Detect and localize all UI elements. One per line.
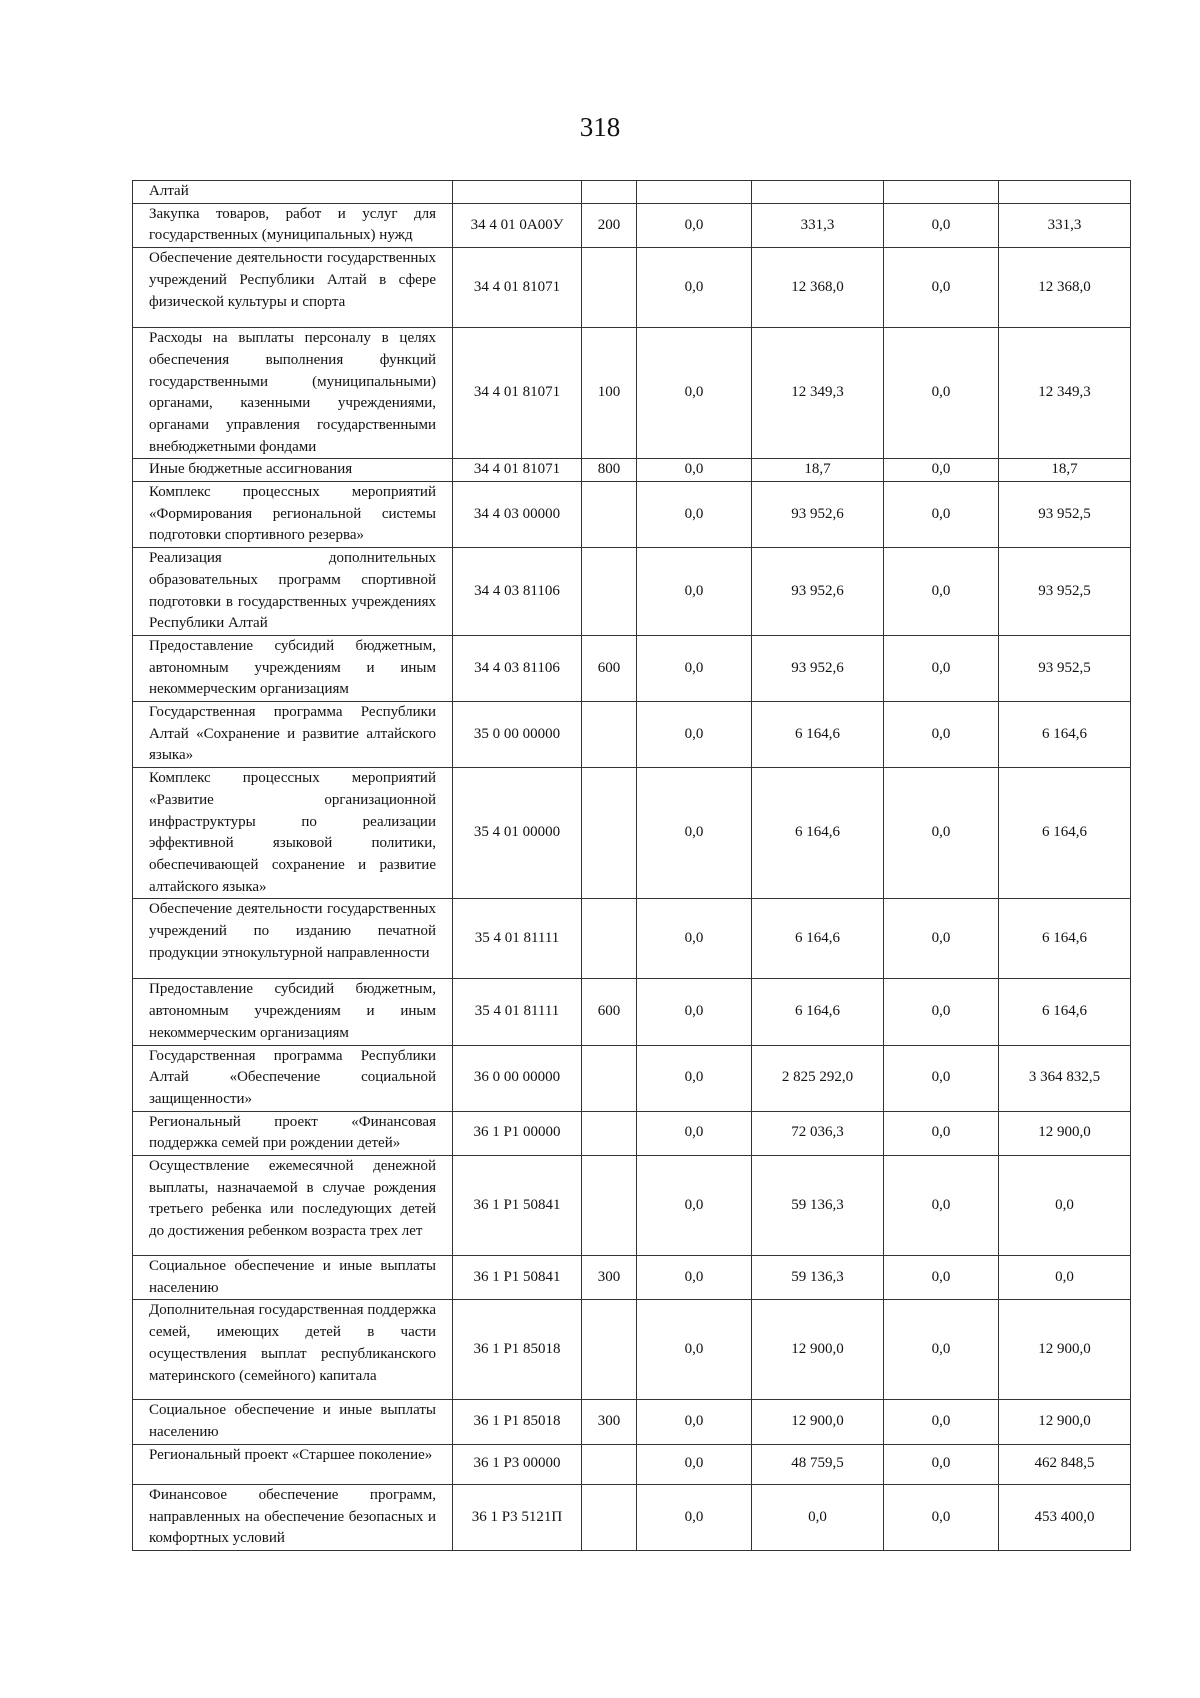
amount-col-4: 93 952,5 xyxy=(999,482,1131,548)
amount-col-3: 0,0 xyxy=(884,1300,999,1400)
amount-col-2: 72 036,3 xyxy=(752,1111,884,1155)
amount-col-3: 0,0 xyxy=(884,702,999,768)
amount-col-4: 6 164,6 xyxy=(999,702,1131,768)
budget-table xyxy=(132,180,1131,1551)
table-row xyxy=(133,1300,1131,1400)
item-code: 35 4 01 81111 xyxy=(453,979,582,1045)
amount-col-4: 331,3 xyxy=(999,203,1131,247)
amount-col-4: 12 349,3 xyxy=(999,328,1131,459)
item-code: 34 4 01 81071 xyxy=(453,328,582,459)
table-row xyxy=(133,979,1131,1045)
item-name: Дополнительная государственная поддержка семей, имеющих детей в части осуществления выплат республиканского материнского (семейного) капитала xyxy=(133,1300,453,1400)
amount-col-2: 93 952,6 xyxy=(752,548,884,636)
amount-col-1: 0,0 xyxy=(637,459,752,482)
item-name: Социальное обеспечение и иные выплаты населению xyxy=(133,1256,453,1300)
expense-type xyxy=(582,1444,637,1484)
amount-col-3 xyxy=(884,181,999,204)
table-row xyxy=(133,768,1131,899)
amount-col-2: 331,3 xyxy=(752,203,884,247)
table-row xyxy=(133,1444,1131,1484)
amount-col-2 xyxy=(752,181,884,204)
amount-col-4: 12 900,0 xyxy=(999,1300,1131,1400)
amount-col-4: 12 368,0 xyxy=(999,248,1131,328)
expense-type xyxy=(582,181,637,204)
expense-type xyxy=(582,1484,637,1550)
amount-col-2: 59 136,3 xyxy=(752,1256,884,1300)
amount-col-1: 0,0 xyxy=(637,1045,752,1111)
amount-col-1: 0,0 xyxy=(637,702,752,768)
item-code: 36 1 P3 00000 xyxy=(453,1444,582,1484)
amount-col-2: 93 952,6 xyxy=(752,635,884,701)
amount-col-1: 0,0 xyxy=(637,482,752,548)
amount-col-2: 6 164,6 xyxy=(752,768,884,899)
item-code: 36 1 P1 50841 xyxy=(453,1256,582,1300)
item-name: Комплекс процессных мероприятий «Формирования региональной системы подготовки спортивного резерва» xyxy=(133,482,453,548)
item-name: Предоставление субсидий бюджетным, автономным учреждениям и иным некоммерческим организациям xyxy=(133,635,453,701)
item-code: 34 4 03 81106 xyxy=(453,548,582,636)
item-name: Социальное обеспечение и иные выплаты населению xyxy=(133,1400,453,1444)
item-code: 36 1 P1 85018 xyxy=(453,1400,582,1444)
item-code: 34 4 03 00000 xyxy=(453,482,582,548)
table-row xyxy=(133,1256,1131,1300)
amount-col-3: 0,0 xyxy=(884,482,999,548)
expense-type: 200 xyxy=(582,203,637,247)
amount-col-2: 6 164,6 xyxy=(752,899,884,979)
item-name: Реализация дополнительных образовательных программ спортивной подготовки в государственных учреждениях Республики Алтай xyxy=(133,548,453,636)
item-code: 35 0 00 00000 xyxy=(453,702,582,768)
amount-col-2: 59 136,3 xyxy=(752,1156,884,1256)
amount-col-1: 0,0 xyxy=(637,1256,752,1300)
table-row xyxy=(133,1111,1131,1155)
amount-col-3: 0,0 xyxy=(884,459,999,482)
amount-col-1: 0,0 xyxy=(637,1111,752,1155)
amount-col-1: 0,0 xyxy=(637,1400,752,1444)
amount-col-2: 18,7 xyxy=(752,459,884,482)
table-row xyxy=(133,1400,1131,1444)
table-row xyxy=(133,459,1131,482)
expense-type xyxy=(582,1300,637,1400)
item-name: Региональный проект «Финансовая поддержка семей при рождении детей» xyxy=(133,1111,453,1155)
amount-col-3: 0,0 xyxy=(884,899,999,979)
amount-col-3: 0,0 xyxy=(884,1444,999,1484)
amount-col-1: 0,0 xyxy=(637,328,752,459)
item-code: 34 4 01 81071 xyxy=(453,248,582,328)
table-row xyxy=(133,248,1131,328)
amount-col-1: 0,0 xyxy=(637,768,752,899)
item-name: Государственная программа Республики Алтай «Обеспечение социальной защищенности» xyxy=(133,1045,453,1111)
amount-col-2: 93 952,6 xyxy=(752,482,884,548)
amount-col-4: 6 164,6 xyxy=(999,899,1131,979)
amount-col-2: 12 368,0 xyxy=(752,248,884,328)
expense-type xyxy=(582,548,637,636)
item-code: 36 1 P1 85018 xyxy=(453,1300,582,1400)
amount-col-1: 0,0 xyxy=(637,899,752,979)
item-name: Обеспечение деятельности государственных учреждений Республики Алтай в сфере физической культуры и спорта xyxy=(133,248,453,328)
item-code: 36 0 00 00000 xyxy=(453,1045,582,1111)
table-row xyxy=(133,203,1131,247)
item-code: 36 1 P1 50841 xyxy=(453,1156,582,1256)
expense-type xyxy=(582,702,637,768)
table-row xyxy=(133,1156,1131,1256)
item-code: 36 1 P1 00000 xyxy=(453,1111,582,1155)
amount-col-4: 12 900,0 xyxy=(999,1111,1131,1155)
amount-col-1: 0,0 xyxy=(637,248,752,328)
amount-col-4: 6 164,6 xyxy=(999,768,1131,899)
amount-col-4: 3 364 832,5 xyxy=(999,1045,1131,1111)
item-code: 35 4 01 81111 xyxy=(453,899,582,979)
item-name: Предоставление субсидий бюджетным, автономным учреждениям и иным некоммерческим организациям xyxy=(133,979,453,1045)
amount-col-3: 0,0 xyxy=(884,1045,999,1111)
amount-col-3: 0,0 xyxy=(884,768,999,899)
item-code: 36 1 P3 5121П xyxy=(453,1484,582,1550)
amount-col-4 xyxy=(999,181,1131,204)
amount-col-4: 0,0 xyxy=(999,1156,1131,1256)
item-name: Государственная программа Республики Алтай «Сохранение и развитие алтайского языка» xyxy=(133,702,453,768)
amount-col-2: 0,0 xyxy=(752,1484,884,1550)
amount-col-3: 0,0 xyxy=(884,1256,999,1300)
amount-col-4: 6 164,6 xyxy=(999,979,1131,1045)
table-row xyxy=(133,1484,1131,1550)
expense-type xyxy=(582,1111,637,1155)
item-name: Осуществление ежемесячной денежной выплаты, назначаемой в случае рождения третьего ребенка или последующих детей до достижения ребенком возраста трех лет xyxy=(133,1156,453,1256)
amount-col-3: 0,0 xyxy=(884,1484,999,1550)
amount-col-3: 0,0 xyxy=(884,1156,999,1256)
expense-type: 100 xyxy=(582,328,637,459)
amount-col-3: 0,0 xyxy=(884,548,999,636)
amount-col-2: 12 349,3 xyxy=(752,328,884,459)
page-number: 318 xyxy=(579,112,621,142)
table-row xyxy=(133,702,1131,768)
budget-table-body xyxy=(133,181,1131,1551)
table-row xyxy=(133,181,1131,204)
amount-col-1: 0,0 xyxy=(637,1156,752,1256)
expense-type: 800 xyxy=(582,459,637,482)
amount-col-4: 93 952,5 xyxy=(999,548,1131,636)
expense-type xyxy=(582,768,637,899)
amount-col-4: 12 900,0 xyxy=(999,1400,1131,1444)
expense-type xyxy=(582,482,637,548)
amount-col-4: 0,0 xyxy=(999,1256,1131,1300)
item-name: Региональный проект «Старшее поколение» xyxy=(133,1444,453,1484)
item-code: 34 4 01 81071 xyxy=(453,459,582,482)
expense-type: 600 xyxy=(582,979,637,1045)
amount-col-3: 0,0 xyxy=(884,635,999,701)
amount-col-4: 18,7 xyxy=(999,459,1131,482)
expense-type xyxy=(582,899,637,979)
item-name: Финансовое обеспечение программ, направленных на обеспечение безопасных и комфортных условий xyxy=(133,1484,453,1550)
amount-col-4: 93 952,5 xyxy=(999,635,1131,701)
table-row xyxy=(133,328,1131,459)
item-name: Расходы на выплаты персоналу в целях обеспечения выполнения функций государственными (муниципальными) органами, казенными учреждениями, органами управления государственными внебюджетными фондами xyxy=(133,328,453,459)
table-row xyxy=(133,1045,1131,1111)
expense-type xyxy=(582,1045,637,1111)
amount-col-2: 6 164,6 xyxy=(752,702,884,768)
amount-col-1: 0,0 xyxy=(637,203,752,247)
expense-type xyxy=(582,248,637,328)
amount-col-2: 12 900,0 xyxy=(752,1400,884,1444)
amount-col-1 xyxy=(637,181,752,204)
amount-col-1: 0,0 xyxy=(637,1484,752,1550)
amount-col-2: 12 900,0 xyxy=(752,1300,884,1400)
item-code xyxy=(453,181,582,204)
item-name: Иные бюджетные ассигнования xyxy=(133,459,453,482)
item-name: Обеспечение деятельности государственных учреждений по изданию печатной продукции этнокультурной направленности xyxy=(133,899,453,979)
amount-col-4: 453 400,0 xyxy=(999,1484,1131,1550)
amount-col-3: 0,0 xyxy=(884,203,999,247)
item-code: 35 4 01 00000 xyxy=(453,768,582,899)
amount-col-3: 0,0 xyxy=(884,248,999,328)
item-name: Комплекс процессных мероприятий «Развитие организационной инфраструктуры по реализации эффективной языковой политики, обеспечивающей сохранение и развитие алтайского языка» xyxy=(133,768,453,899)
amount-col-2: 2 825 292,0 xyxy=(752,1045,884,1111)
expense-type xyxy=(582,1156,637,1256)
expense-type: 300 xyxy=(582,1256,637,1300)
amount-col-2: 6 164,6 xyxy=(752,979,884,1045)
table-row xyxy=(133,899,1131,979)
item-code: 34 4 03 81106 xyxy=(453,635,582,701)
expense-type: 300 xyxy=(582,1400,637,1444)
amount-col-4: 462 848,5 xyxy=(999,1444,1131,1484)
amount-col-1: 0,0 xyxy=(637,635,752,701)
amount-col-3: 0,0 xyxy=(884,328,999,459)
item-name: Закупка товаров, работ и услуг для государственных (муниципальных) нужд xyxy=(133,203,453,247)
expense-type: 600 xyxy=(582,635,637,701)
amount-col-3: 0,0 xyxy=(884,1400,999,1444)
table-row xyxy=(133,635,1131,701)
amount-col-1: 0,0 xyxy=(637,1444,752,1484)
item-code: 34 4 01 0А00У xyxy=(453,203,582,247)
amount-col-1: 0,0 xyxy=(637,1300,752,1400)
amount-col-1: 0,0 xyxy=(637,979,752,1045)
amount-col-3: 0,0 xyxy=(884,979,999,1045)
table-row xyxy=(133,548,1131,636)
table-row xyxy=(133,482,1131,548)
amount-col-3: 0,0 xyxy=(884,1111,999,1155)
item-name: Алтай xyxy=(133,181,453,204)
amount-col-1: 0,0 xyxy=(637,548,752,636)
amount-col-2: 48 759,5 xyxy=(752,1444,884,1484)
